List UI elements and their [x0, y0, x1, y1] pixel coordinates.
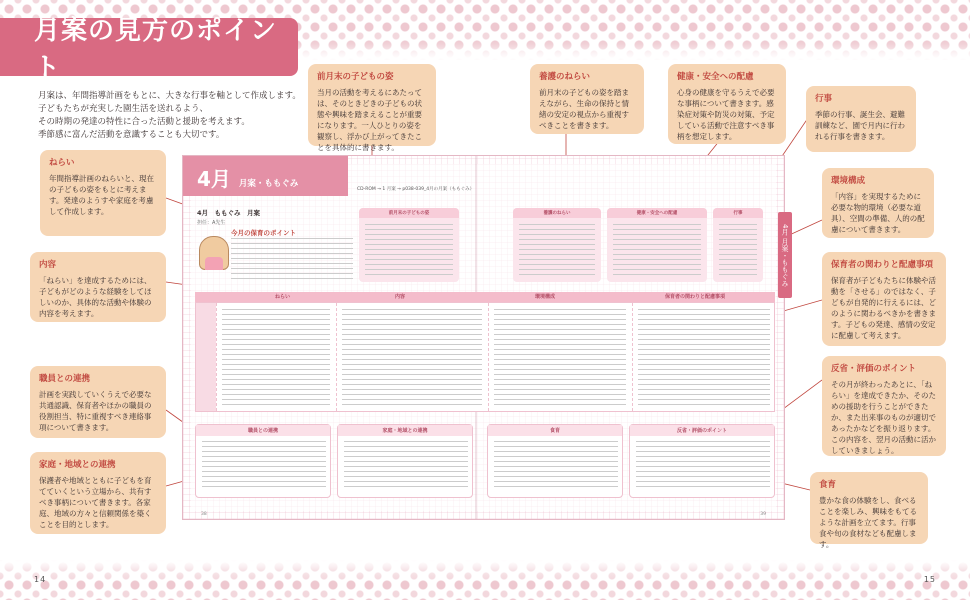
- bottom-card-header: 反省・評価のポイント: [630, 425, 774, 436]
- note-zengetsu: [308, 64, 436, 152]
- intro-line: その時期の発達の特性に合った活動と援助を考えます。: [38, 117, 250, 127]
- card-lines: [519, 224, 595, 276]
- teacher-illustration: [199, 236, 229, 270]
- bottom-card-family: [337, 424, 473, 498]
- note-body: 前月末の子どもの姿を踏まえながら、生命の保持と情緒の安定の視点から重視すべきことを書きます。: [539, 88, 629, 130]
- card-lines: [365, 224, 453, 276]
- bottom-card-shokuiku: [487, 424, 623, 498]
- note-title: 反省・評価のポイント: [831, 364, 917, 374]
- note-title: 食育: [819, 480, 837, 490]
- card-lines: [202, 441, 326, 491]
- bottom-card-header: 食育: [488, 425, 622, 436]
- table-lines: [222, 309, 330, 405]
- note-hoikusha: [822, 252, 946, 346]
- note-title: 職員との連携: [39, 374, 91, 384]
- card-lines: [494, 441, 618, 491]
- table-column: [488, 303, 489, 411]
- note-body: 当月の活動を考えるにあたっては、そのときどきの子どもの状態や興味を踏まえることが重要になります。一人ひとりの姿を観察し、浮かび上がってきたことを具体的に書きます。: [317, 88, 422, 152]
- note-naiyou: [30, 252, 166, 322]
- note-title: 行事: [815, 94, 833, 104]
- intro-line: 月案は、年間指導計画をもとに、大きな行事を軸として作成します。: [38, 91, 301, 101]
- monthly-plan-spread: [182, 155, 789, 520]
- note-katei: [30, 452, 166, 534]
- aim-title: 今月の保育のポイント: [231, 229, 296, 237]
- note-body: 豊かな食の体験をし、食べることを楽しみ、興味をもてるような計画を立てます。行事食や旬の食材なども配慮します。: [819, 496, 917, 549]
- page-number-right: 15: [923, 575, 936, 584]
- note-title: 前月末の子どもの姿: [317, 72, 394, 82]
- bottom-card-header: 家庭・地域との連携: [338, 425, 472, 436]
- note-nerai: [40, 150, 166, 236]
- table-lines: [494, 309, 626, 405]
- plan-table: [195, 302, 775, 412]
- note-body: 年間指導計画のねらいと、現在の子どもの姿をもとに考えます。発達のようすや家庭を考慮して作成します。: [49, 174, 154, 216]
- card-header: 前月末の子どもの姿: [359, 208, 459, 218]
- note-body: 「内容」を実現するために必要な物的環境（必要な道具）、空間の準備、人的の配慮について書きます。: [831, 192, 925, 234]
- card-header: 健康・安全への配慮: [607, 208, 707, 218]
- side-tab: 4月 月案・ももぐみ: [778, 212, 792, 298]
- th-kankyou: 環境構成: [535, 294, 556, 300]
- th-nerai: ねらい: [275, 294, 291, 300]
- note-body: 保育者が子どもたちに体験や活動を「させる」のではなく、子どもが自発的に行えるには、どのように関わるべきかを書きます。子どもの発達、感情の安定に配慮して考えます。: [831, 276, 936, 340]
- note-gyouji: [806, 86, 916, 152]
- intro-text: [38, 90, 301, 142]
- card-health: [607, 208, 707, 282]
- card-events: [713, 208, 763, 282]
- note-title: 保育者の関わりと配慮事項: [831, 260, 934, 270]
- card-lines: [613, 224, 701, 276]
- note-title: 家庭・地域との連携: [39, 460, 116, 470]
- page-number-left: 14: [34, 575, 47, 584]
- card-previous-month: [359, 208, 459, 282]
- teacher-label: 担任：A先生: [197, 220, 226, 226]
- note-hansei: [822, 356, 946, 456]
- plan-subtitle: 4月 ももぐみ 月案: [197, 209, 261, 217]
- note-body: 心身の健康を守るうえで必要な事柄について書きます。感染症対策や防災の対策、予定している活動で注意すべき事柄を想定します。: [677, 88, 775, 141]
- note-kenkou: [668, 64, 786, 144]
- bottom-card-header: 職員との連携: [196, 425, 330, 436]
- month-band: [183, 156, 348, 196]
- note-body: 季節の行事、誕生会、避難訓練など、園で月内に行われる行事を書きます。: [815, 110, 905, 141]
- table-lines: [638, 309, 770, 405]
- note-title: 養護のねらい: [539, 72, 591, 82]
- inner-page-right: 39: [760, 512, 766, 517]
- note-body: 保護者や地域とともに子どもを育てていくという立場から、共有すべき事柄について書きます。各家庭、地域の方々と信頼関係を築くことを目的とします。: [39, 476, 152, 529]
- note-kankyou: [822, 168, 934, 238]
- intro-line: 子どもたちが充実した園生活を送れるよう、: [38, 104, 209, 114]
- note-body: 計画を実践していくうえで必要な共通認識、保育者やほかの職員の役割担当、特に重視すべき連絡事項について書きます。: [39, 390, 152, 432]
- plan-table-header: [195, 292, 775, 302]
- card-header: 行事: [713, 208, 763, 218]
- cdrom-note: CD-ROM → 1 月案 → p038-039_4月の月案（ももぐみ）: [357, 187, 475, 192]
- intro-line: 季節感に富んだ活動を意識することも大切です。: [38, 130, 225, 140]
- table-lines: [342, 309, 482, 405]
- note-yougo: [530, 64, 644, 134]
- page-title: 月案の見方のポイント: [0, 18, 298, 76]
- table-column: [632, 303, 633, 411]
- card-lines: [636, 441, 770, 491]
- note-body: その月が終わったあとに、「ねらい」を達成できたか、そのための援助を行うことができたか、また出来事のものが適切であったかなどを振り返ります。この内容を、翌月の活動に活かしていきましょう。: [831, 380, 936, 455]
- note-title: 内容: [39, 260, 57, 270]
- note-shokuin: [30, 366, 166, 438]
- note-title: ねらい: [49, 158, 75, 168]
- note-shokuiku: [810, 472, 928, 549]
- note-title: 健康・安全への配慮: [677, 72, 754, 82]
- class-label: 月案・ももぐみ: [238, 179, 299, 189]
- th-naiyou: 内容: [395, 294, 406, 300]
- bottom-card-review: [629, 424, 775, 498]
- month-label: 4月: [197, 167, 231, 191]
- card-lines: [344, 441, 468, 491]
- card-yougo: [513, 208, 601, 282]
- card-header: 養護のねらい: [513, 208, 601, 218]
- row-label-column: [196, 303, 216, 411]
- aim-text-lines: [231, 238, 353, 280]
- card-lines: [719, 224, 757, 276]
- table-column: [336, 303, 337, 411]
- note-title: 環境構成: [831, 176, 866, 186]
- bottom-card-staff: [195, 424, 331, 498]
- inner-page-left: 38: [201, 512, 207, 517]
- note-body: 「ねらい」を達成するためには、子どもがどのような経験をしてほしいのか、具体的な活動や体験の内容を考えます。: [39, 276, 152, 318]
- th-hoikusha: 保育者の関わりと配慮事項: [665, 294, 726, 300]
- table-column: [216, 303, 217, 411]
